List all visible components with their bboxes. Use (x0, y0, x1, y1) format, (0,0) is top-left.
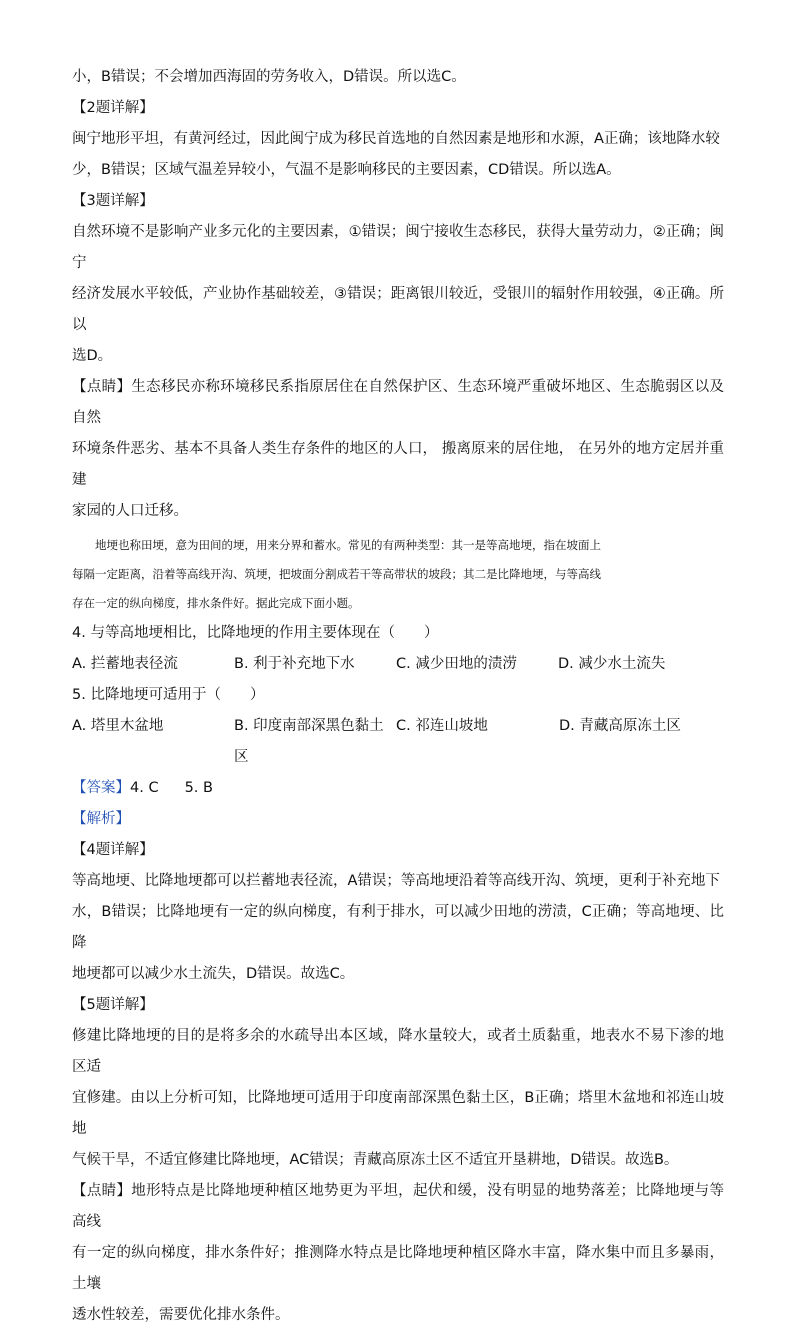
q5-detail-heading: 【5题详解】 (72, 997, 154, 1013)
q2-detail-heading: 【2题详解】 (72, 100, 154, 116)
document-page (72, 62, 724, 1331)
reading-passage-line: 存在一定的纵向梯度，排水条件好。据此完成下面小题。 (72, 596, 360, 610)
option-a: A. 塔里木盆地 (72, 718, 164, 734)
q1-explanation-end: 小，B错误；不会增加西海固的劳务收入，D错误。所以选C。 (72, 69, 466, 85)
q5-detail-line: 修建比降地埂的目的是将多余的水疏导出本区域，降水量较大，或者土质黏重，地表水不易下渗的地区适 (72, 1028, 724, 1075)
dianjing-line: 【点睛】生态移民亦称环境移民系指原居住在自然保护区、生态环境严重破坏地区、生态脆弱区以及自然 (72, 379, 724, 426)
q2-detail-line: 闽宁地形平坦，有黄河经过，因此闽宁成为移民首选地的自然因素是地形和水源，A正确；该地降水较 (72, 131, 720, 147)
answer-line (72, 773, 724, 804)
answer-4: 4. C (130, 780, 159, 796)
dianjing-line: 家园的人口迁移。 (72, 503, 188, 519)
q4-detail-line: 水，B错误；比降地埂有一定的纵向梯度，有利于排水，可以减少田地的涝渍，C正确；等高地埂、比降 (72, 904, 724, 951)
dianjing-line: 环境条件恶劣、基本不具备人类生存条件的地区的人口， 搬离原来的居住地， 在另外的地方定居并重建 (72, 441, 724, 488)
dianjing-line: 有一定的纵向梯度，排水条件好；推测降水特点是比降地埂种植区降水丰富，降水集中而且多暴雨，土壤 (72, 1245, 724, 1292)
option-d: D. 减少水土流失 (558, 656, 666, 672)
answer-5: 5. B (184, 780, 213, 796)
option-c: C. 减少田地的渍涝 (396, 656, 517, 672)
q3-detail-line: 选D。 (72, 348, 113, 364)
option-b: B. 利于补充地下水 (234, 656, 355, 672)
option-a: A. 拦蓄地表径流 (72, 656, 178, 672)
q3-detail-heading: 【3题详解】 (72, 193, 154, 209)
q3-detail-line: 经济发展水平较低，产业协作基础较差，③错误；距离银川较近，受银川的辐射作用较强，④正确。所以 (72, 286, 724, 333)
reading-passage-line: 每隔一定距离，沿着等高线开沟、筑埂，把坡面分割成若干等高带状的坡段；其二是比降地埂，与等高线 (72, 567, 601, 581)
question-5-stem: 5. 比降地埂可适用于（ ） (72, 687, 265, 703)
q2-detail-line: 少，B错误；区域气温差异较小，气温不是影响移民的主要因素，CD错误。所以选A。 (72, 162, 621, 178)
q4-detail-line: 等高地埂、比降地埂都可以拦蓄地表径流，A错误；等高地埂沿着等高线开沟、筑埂，更利于补充地下 (72, 873, 720, 889)
answer-label: 【答案】 (72, 780, 130, 796)
option-b: B. 印度南部深黑色黏土区 (234, 718, 384, 765)
question-4-options (72, 649, 724, 680)
q5-detail-line: 气候干旱，不适宜修建比降地埂，AC错误；青藏高原冻土区不适宜开垦耕地，D错误。故选B。 (72, 1152, 679, 1168)
analysis-label: 【解析】 (72, 811, 130, 827)
q4-detail-line: 地埂都可以减少水土流失，D错误。故选C。 (72, 966, 355, 982)
q3-detail-line: 自然环境不是影响产业多元化的主要因素，①错误；闽宁接收生态移民，获得大量劳动力，②正确；闽宁 (72, 224, 724, 271)
q4-detail-heading: 【4题详解】 (72, 842, 154, 858)
dianjing-line: 【点睛】地形特点是比降地埂种植区地势更为平坦，起伏和缓，没有明显的地势落差；比降地埂与等高线 (72, 1183, 724, 1230)
q5-detail-line: 宜修建。由以上分析可知，比降地埂可适用于印度南部深黑色黏土区，B正确；塔里木盆地和祁连山坡地 (72, 1090, 724, 1137)
question-5-options (72, 711, 724, 773)
option-c: C. 祁连山坡地 (396, 718, 488, 734)
option-d: D. 青藏高原冻土区 (559, 718, 681, 734)
reading-passage-line: 地埂也称田埂，意为田间的埂，用来分界和蓄水。常见的有两种类型：其一是等高地埂，指在坡面上 (95, 538, 601, 552)
question-4-stem: 4. 与等高地埂相比，比降地埂的作用主要体现在（ ） (72, 625, 439, 641)
dianjing-line: 透水性较差，需要优化排水条件。 (72, 1307, 290, 1323)
